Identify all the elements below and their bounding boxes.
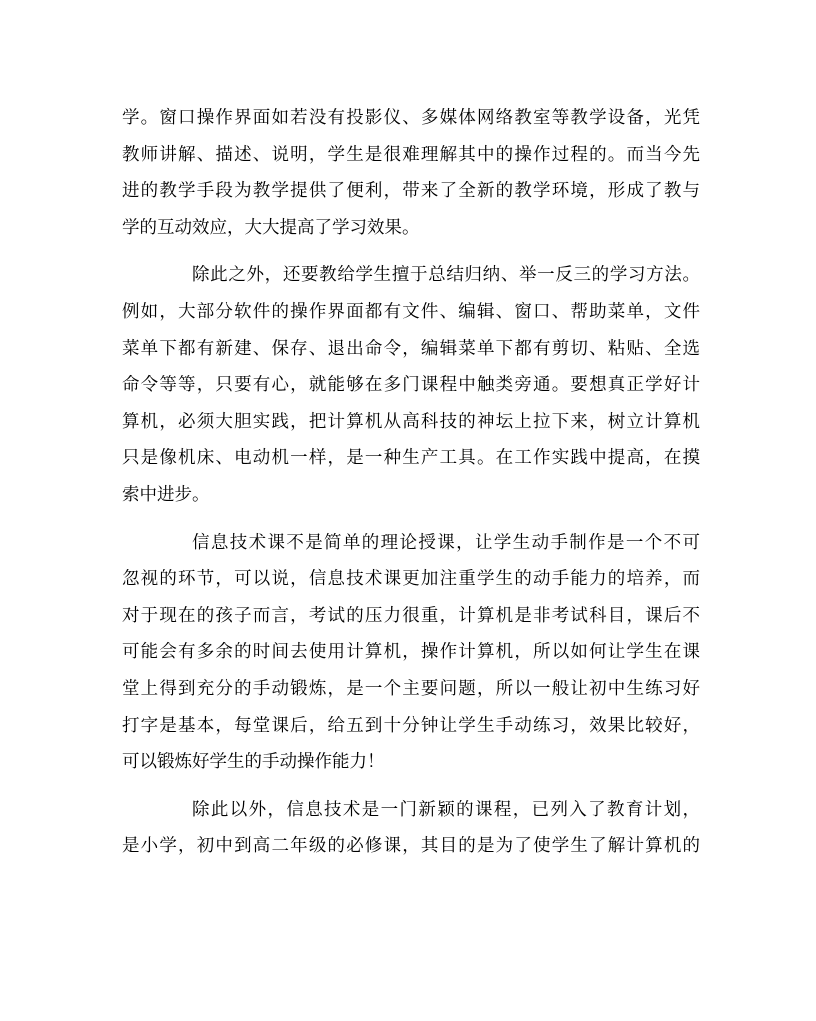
text-line: 信息技术课不是简单的理论授课，让学生动手制作是一个不可 xyxy=(192,532,700,553)
text-line: 堂上得到充分的手动锻炼，是一个主要问题，所以一般让初中生练习好 xyxy=(122,678,700,699)
text-line: 可以锻炼好学生的手动操作能力！ xyxy=(122,752,385,773)
text-line: 打字是基本，每堂课后，给五到十分钟让学生手动练习，效果比较好， xyxy=(122,715,700,736)
text-line: 除此之外，还要教给学生擅于总结归纳、举一反三的学习方法。 xyxy=(192,265,700,286)
text-line: 学的互动效应，大大提高了学习效果。 xyxy=(122,217,420,238)
text-line: 进的教学手段为教学提供了便利，带来了全新的教学环境，形成了教与 xyxy=(122,181,700,202)
text-line: 命令等等，只要有心，就能够在多门课程中触类旁通。要想真正学好计 xyxy=(122,375,700,396)
text-line: 对于现在的孩子而言，考试的压力很重，计算机是非考试科目，课后不 xyxy=(122,605,700,626)
text-line: 索中进步。 xyxy=(122,484,210,505)
paragraph-spacing xyxy=(122,246,700,257)
paragraph-4 xyxy=(122,792,700,865)
document-body xyxy=(122,100,700,865)
text-line: 除此以外，信息技术是一门新颖的课程，已列入了教育计划， xyxy=(192,799,700,820)
text-line: 教师讲解、描述、说明，学生是很难理解其中的操作过程的。而当今先 xyxy=(122,144,700,165)
text-line: 算机，必须大胆实践，把计算机从高科技的神坛上拉下来，树立计算机 xyxy=(122,411,700,432)
paragraph-1 xyxy=(122,100,700,246)
text-line: 菜单下都有新建、保存、退出命令，编辑菜单下都有剪切、粘贴、全选 xyxy=(122,338,700,359)
text-line: 是小学，初中到高二年级的必修课，其目的是为了使学生了解计算机的 xyxy=(122,836,700,857)
text-line: 可能会有多余的时间去使用计算机，操作计算机，所以如何让学生在课 xyxy=(122,642,700,663)
paragraph-spacing xyxy=(122,781,700,792)
paragraph-2 xyxy=(122,257,700,513)
paragraph-spacing xyxy=(122,514,700,525)
paragraph-3 xyxy=(122,525,700,781)
text-line: 例如，大部分软件的操作界面都有文件、编辑、窗口、帮助菜单，文件 xyxy=(122,301,700,322)
text-line: 忽视的环节，可以说，信息技术课更加注重学生的动手能力的培养，而 xyxy=(122,569,700,590)
text-line: 只是像机床、电动机一样，是一种生产工具。在工作实践中提高，在摸 xyxy=(122,448,700,469)
text-line: 学。窗口操作界面如若没有投影仪、多媒体网络教室等教学设备，光凭 xyxy=(122,108,700,128)
